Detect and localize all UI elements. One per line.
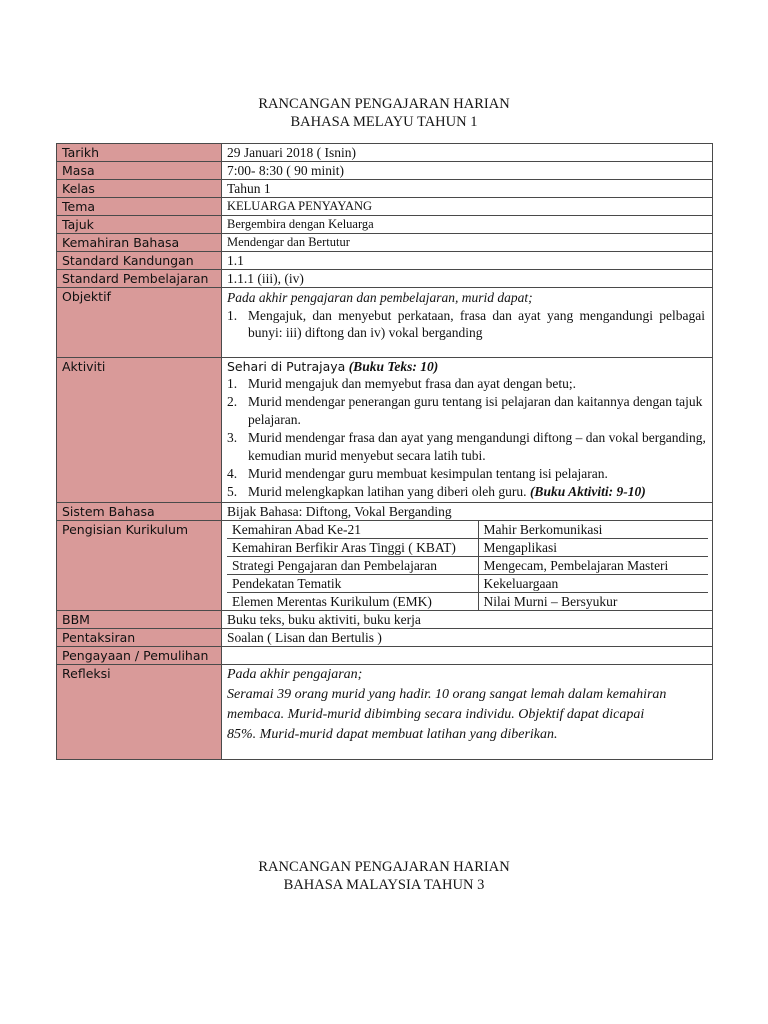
row-tema bbox=[57, 198, 713, 216]
aktiviti-item-number: 5. bbox=[227, 484, 238, 499]
aktiviti-item-text: Murid melengkapkan latihan yang diberi oleh guru. bbox=[248, 484, 527, 499]
title-line-1: RANCANGAN PENGAJARAN HARIAN bbox=[258, 96, 510, 112]
label-refleksi: Refleksi bbox=[57, 665, 222, 760]
value-bbm: Buku teks, buku aktiviti, buku kerja bbox=[222, 611, 713, 629]
row-objektif bbox=[57, 288, 713, 358]
kurikulum-subtable bbox=[227, 521, 708, 610]
value-standard-pembelajaran: 1.1.1 (iii), (iv) bbox=[222, 270, 713, 288]
row-kelas bbox=[57, 180, 713, 198]
kurikulum-row bbox=[227, 539, 708, 557]
row-aktiviti bbox=[57, 358, 713, 503]
value-sistem-bahasa: Bijak Bahasa: Diftong, Vokal Berganding bbox=[222, 503, 713, 521]
kurikulum-key: Kemahiran Berfikir Aras Tinggi ( KBAT) bbox=[227, 539, 478, 557]
kurikulum-value: Mengecam, Pembelajaran Masteri bbox=[478, 557, 708, 575]
aktiviti-item-number: 1. bbox=[227, 376, 238, 391]
label-tarikh: Tarikh bbox=[57, 144, 222, 162]
aktiviti-item-number: 2. bbox=[227, 394, 238, 409]
value-tarikh: 29 Januari 2018 ( Isnin) bbox=[222, 144, 713, 162]
row-bbm bbox=[57, 611, 713, 629]
kurikulum-row bbox=[227, 575, 708, 593]
value-objektif bbox=[222, 288, 713, 358]
aktiviti-item-ref: (Buku Aktiviti: 9-10) bbox=[529, 484, 646, 499]
row-pengisian-kurikulum bbox=[57, 521, 713, 611]
objektif-item-number: 1. bbox=[227, 308, 238, 323]
row-standard-kandungan bbox=[57, 252, 713, 270]
row-kemahiran-bahasa bbox=[57, 234, 713, 252]
label-kelas: Kelas bbox=[57, 180, 222, 198]
aktiviti-list bbox=[227, 375, 708, 501]
label-sistem-bahasa: Sistem Bahasa bbox=[57, 503, 222, 521]
label-aktiviti: Aktiviti bbox=[57, 358, 222, 503]
label-kemahiran-bahasa: Kemahiran Bahasa bbox=[57, 234, 222, 252]
refleksi-intro: Pada akhir pengajaran; bbox=[227, 667, 363, 682]
kurikulum-key: Pendekatan Tematik bbox=[227, 575, 478, 593]
next-title-line-2: BAHASA MALAYSIA TAHUN 3 bbox=[283, 877, 485, 893]
refleksi-text: Seramai 39 orang murid yang hadir. 10 orang sangat lemah dalam kemahiran membaca. Murid-murid dibimbing secara individu. Objektif dapat dicapai 85%. Murid-murid dapat membuat latihan yang diberikan. bbox=[227, 687, 667, 742]
aktiviti-title: Sehari di Putrajaya bbox=[227, 359, 346, 374]
objektif-item bbox=[227, 307, 705, 341]
label-standard-kandungan: Standard Kandungan bbox=[57, 252, 222, 270]
aktiviti-item-text: Murid mendengar frasa dan ayat yang mengandungi diftong – dan vokal berganding, kemudian murid menyebut secara latih tubi. bbox=[248, 430, 706, 463]
value-standard-kandungan: 1.1 bbox=[222, 252, 713, 270]
value-pengayaan-pemulihan bbox=[222, 647, 713, 665]
aktiviti-item-number: 4. bbox=[227, 466, 238, 481]
label-bbm: BBM bbox=[57, 611, 222, 629]
value-refleksi bbox=[222, 665, 713, 760]
kurikulum-value: Mahir Berkomunikasi bbox=[483, 522, 603, 537]
aktiviti-title-ref: (Buku Teks: 10) bbox=[348, 359, 439, 374]
kurikulum-row bbox=[227, 521, 708, 539]
row-refleksi bbox=[57, 665, 713, 760]
value-kemahiran-bahasa: Mendengar dan Bertutur bbox=[222, 234, 713, 252]
kurikulum-row bbox=[227, 557, 708, 575]
label-pentaksiran: Pentaksiran bbox=[57, 629, 222, 647]
value-pentaksiran: Soalan ( Lisan dan Bertulis ) bbox=[222, 629, 713, 647]
title-line-2: BAHASA MELAYU TAHUN 1 bbox=[290, 114, 478, 130]
objektif-item-text: Mengajuk, dan menyebut perkataan, frasa dan ayat yang mengandungi pelbagai bunyi: iii) diftong dan iv) vokal berganding bbox=[248, 308, 705, 340]
aktiviti-item bbox=[227, 483, 708, 501]
value-tema: KELUARGA PENYAYANG bbox=[222, 198, 713, 216]
value-masa: 7:00- 8:30 ( 90 minit) bbox=[222, 162, 713, 180]
aktiviti-item-text: Murid mendengar penerangan guru tentang isi pelajaran dan kaitannya dengan tajuk pelajaran. bbox=[248, 394, 703, 427]
value-aktiviti bbox=[222, 358, 713, 503]
label-masa: Masa bbox=[57, 162, 222, 180]
row-sistem-bahasa bbox=[57, 503, 713, 521]
row-tarikh bbox=[57, 144, 713, 162]
label-objektif: Objektif bbox=[57, 288, 222, 358]
objektif-list bbox=[227, 307, 705, 341]
aktiviti-heading bbox=[227, 358, 708, 375]
label-tajuk: Tajuk bbox=[57, 216, 222, 234]
aktiviti-item bbox=[227, 429, 708, 465]
aktiviti-item-text: Murid mengajuk dan memyebut frasa dan ayat dengan betu;. bbox=[248, 376, 577, 391]
label-pengayaan-pemulihan: Pengayaan / Pemulihan bbox=[57, 647, 222, 665]
aktiviti-item-text: Murid mendengar guru membuat kesimpulan tentang isi pelajaran. bbox=[248, 466, 608, 481]
row-masa bbox=[57, 162, 713, 180]
next-document-title bbox=[0, 858, 768, 894]
kurikulum-value: Mengaplikasi bbox=[478, 539, 708, 557]
aktiviti-item-number: 3. bbox=[227, 430, 238, 445]
objektif-intro: Pada akhir pengajaran dan pembelajaran, murid dapat; bbox=[227, 290, 533, 305]
row-pentaksiran bbox=[57, 629, 713, 647]
label-tema: Tema bbox=[57, 198, 222, 216]
row-standard-pembelajaran bbox=[57, 270, 713, 288]
lesson-plan-table bbox=[56, 143, 713, 760]
aktiviti-item bbox=[227, 375, 708, 393]
row-pengayaan-pemulihan bbox=[57, 647, 713, 665]
aktiviti-item bbox=[227, 393, 708, 429]
kurikulum-value: Nilai Murni – Bersyukur bbox=[478, 593, 708, 611]
row-tajuk bbox=[57, 216, 713, 234]
aktiviti-item bbox=[227, 465, 708, 483]
value-tajuk: Bergembira dengan Keluarga bbox=[222, 216, 713, 234]
kurikulum-key: Strategi Pengajaran dan Pembelajaran bbox=[227, 557, 478, 575]
label-standard-pembelajaran: Standard Pembelajaran bbox=[57, 270, 222, 288]
kurikulum-key: Elemen Merentas Kurikulum (EMK) bbox=[227, 593, 478, 611]
value-pengisian-kurikulum bbox=[222, 521, 713, 611]
kurikulum-value: Kekeluargaan bbox=[478, 575, 708, 593]
next-title-line-1: RANCANGAN PENGAJARAN HARIAN bbox=[258, 859, 510, 875]
label-pengisian-kurikulum: Pengisian Kurikulum bbox=[57, 521, 222, 611]
value-kelas: Tahun 1 bbox=[222, 180, 713, 198]
document-title bbox=[0, 95, 768, 131]
kurikulum-key: Kemahiran Abad Ke-21 bbox=[227, 521, 478, 539]
kurikulum-row bbox=[227, 593, 708, 611]
